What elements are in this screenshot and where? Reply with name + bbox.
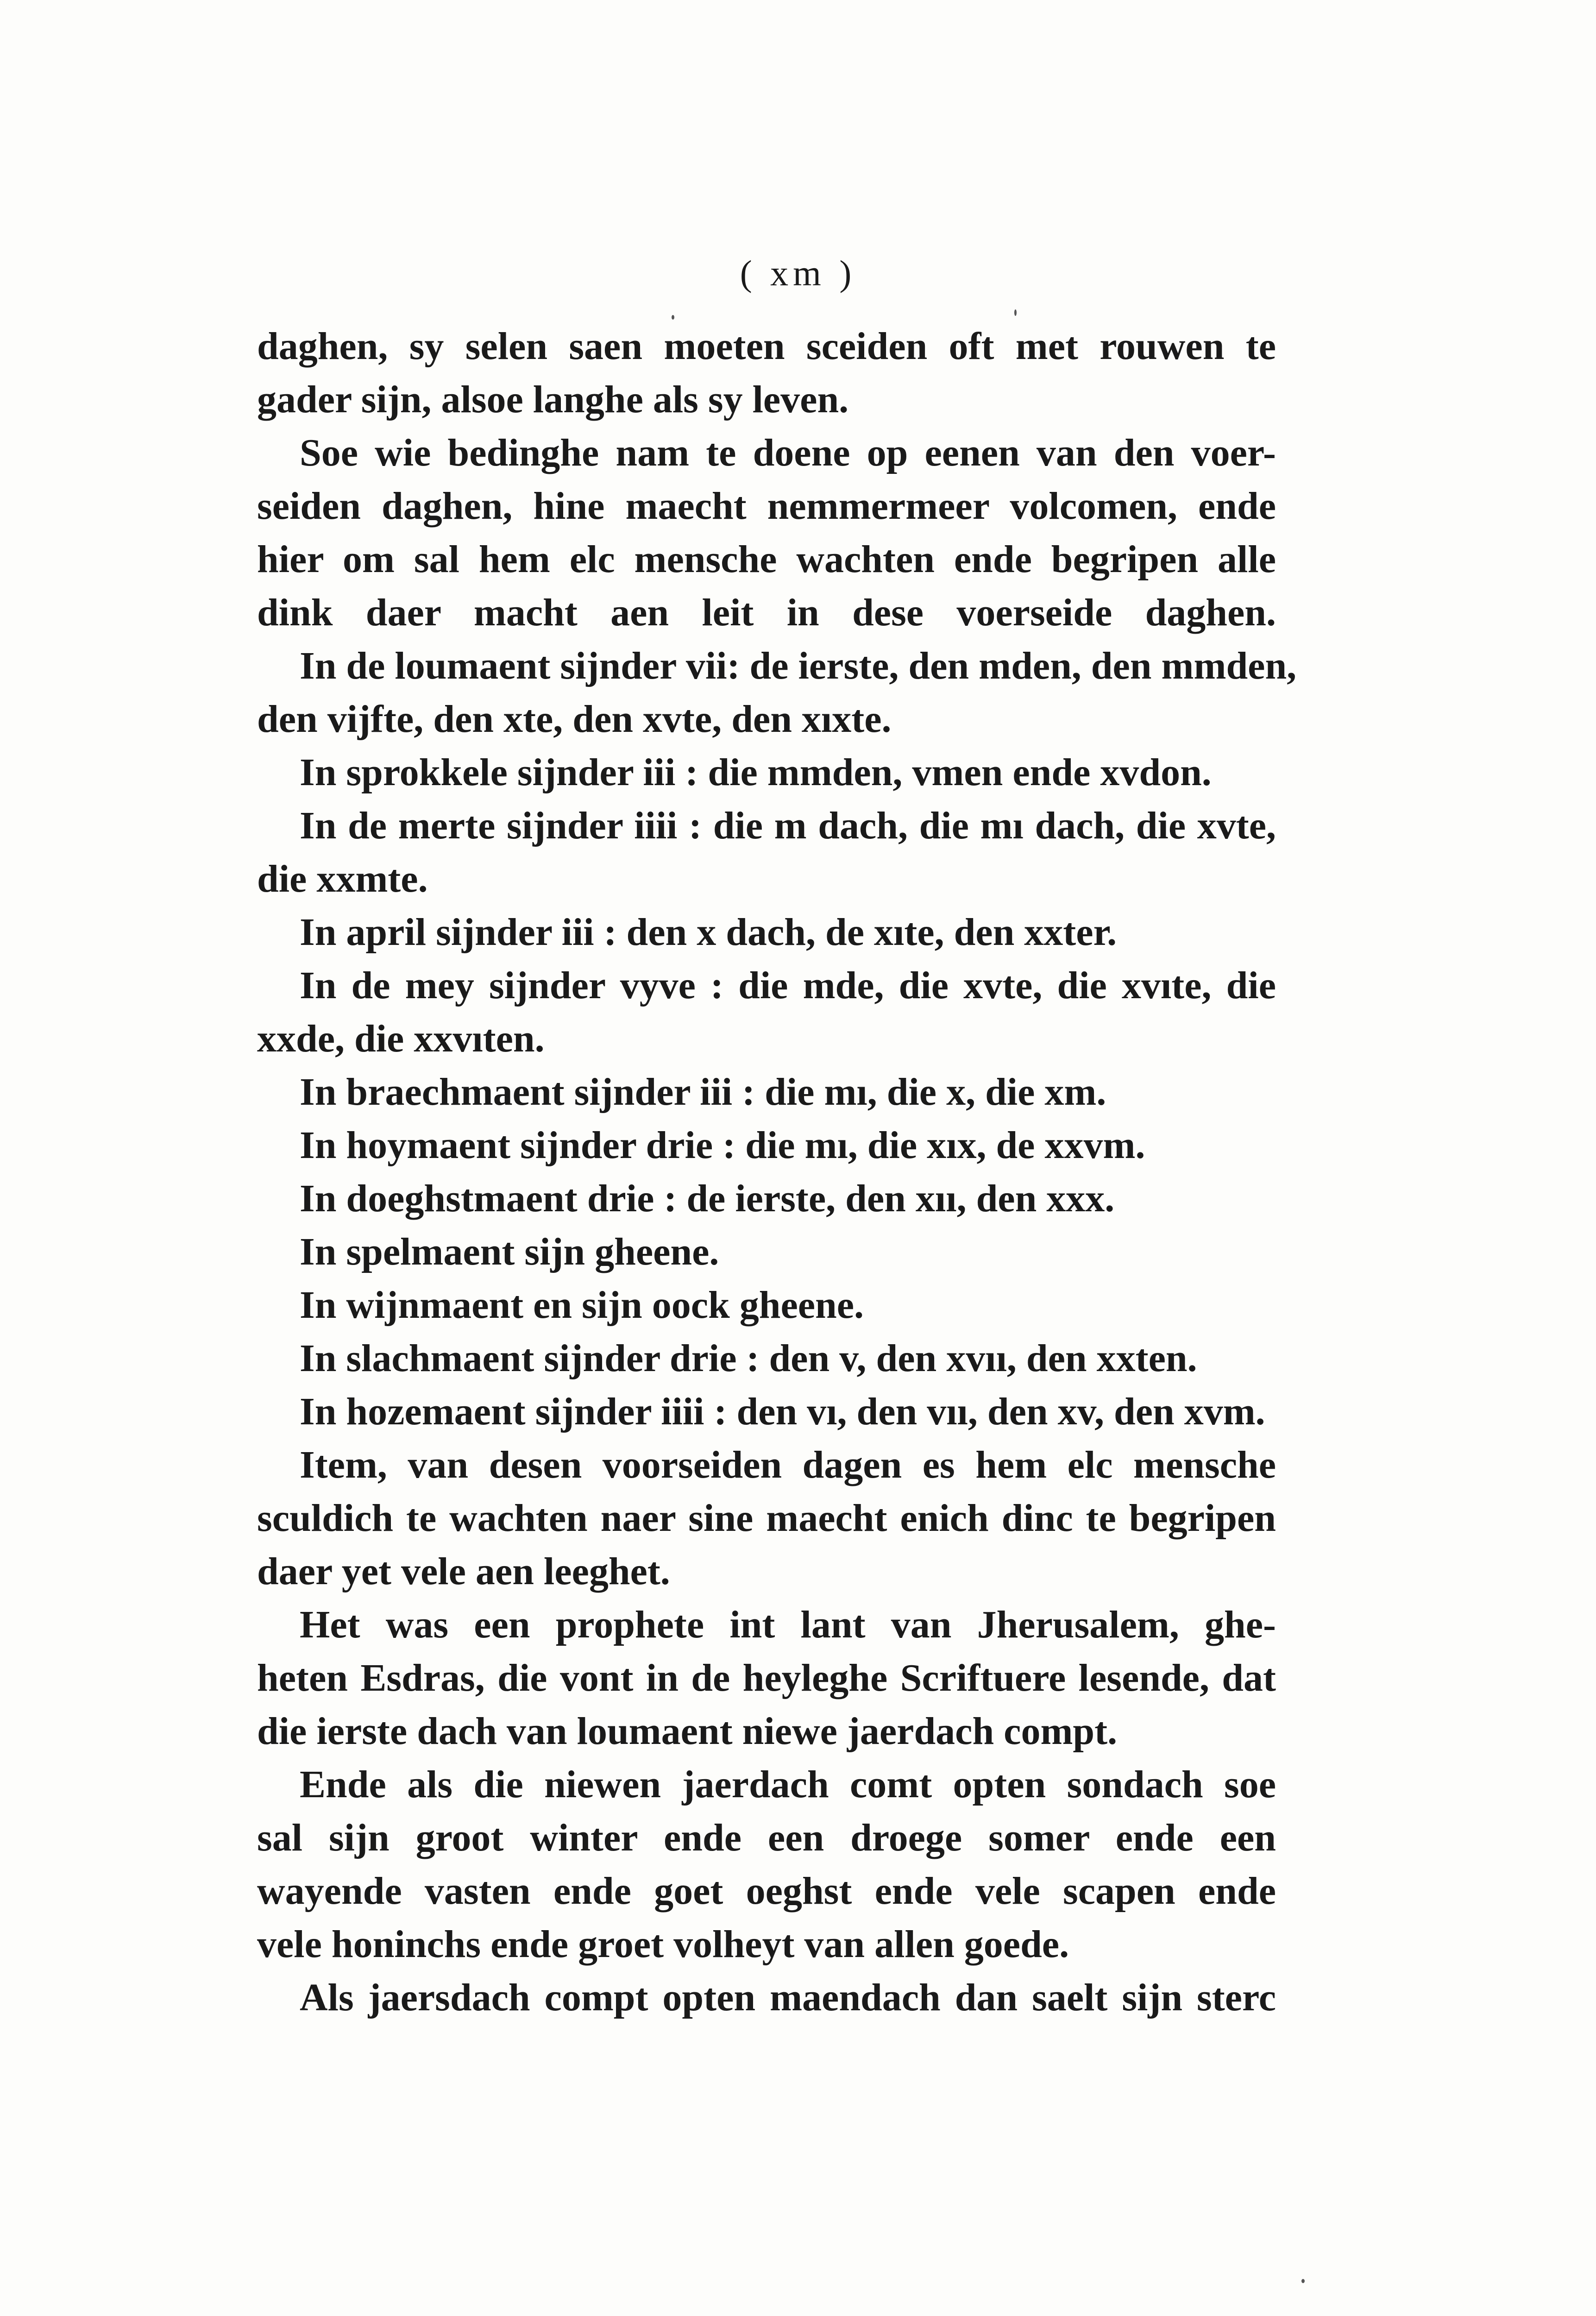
print-speck (1014, 309, 1017, 316)
text-line: die xxmte. (257, 857, 428, 900)
text-line: In doeghstmaent drie : de ierste, den xıı, den xxx. (300, 1177, 1115, 1220)
text-line: daer yet vele aen leeghet. (257, 1550, 670, 1593)
text-line: xxde, die xxvıten. (257, 1017, 545, 1060)
text-line: sculdich te wachten naer sine maecht enich dinc te begripen (257, 1497, 1276, 1540)
text-line: In de merte sijnder iiii : die m dach, die mı dach, die xvte, (300, 804, 1276, 847)
text-line: Soe wie bedinghe nam te doene op eenen van den voer- (300, 431, 1276, 474)
text-line: Het was een prophete int lant van Jherusalem, ghe- (300, 1603, 1276, 1646)
text-line: In hozemaent sijnder iiii : den vı, den vıı, den xv, den xvm. (300, 1390, 1265, 1433)
text-line: daghen, sy selen saen moeten sceiden oft met rouwen te (257, 325, 1276, 368)
text-line: wayende vasten ende goet oeghst ende vele scapen ende (257, 1869, 1276, 1913)
print-speck (1301, 2279, 1305, 2283)
text-line: dink daer macht aen leit in dese voerseide daghen. (257, 591, 1276, 634)
text-line: den vijfte, den xte, den xvte, den xıxte. (257, 698, 892, 741)
text-line: In sprokkele sijnder iii : die mmden, vmen ende xvdon. (300, 751, 1212, 794)
body-text (257, 320, 1297, 2024)
print-speck (672, 315, 674, 320)
text-line: sal sijn groot winter ende een droege somer ende een (257, 1816, 1276, 1859)
text-line: vele honinchs ende groet volheyt van allen goede. (257, 1923, 1069, 1966)
text-line: Ende als die niewen jaerdach comt opten sondach soe (300, 1763, 1276, 1806)
text-line: hier om sal hem elc mensche wachten ende begripen alle (257, 538, 1276, 581)
text-line: gader sijn, alsoe langhe als sy leven. (257, 378, 849, 421)
text-line: In de mey sijnder vyve : die mde, die xvte, die xvıte, die (300, 964, 1276, 1007)
text-line: seiden daghen, hine maecht nemmermeer volcomen, ende (257, 485, 1276, 528)
text-line: heten Esdras, die vont in de heyleghe Scriftuere lesende, dat (257, 1656, 1276, 1699)
text-line: In wijnmaent en sijn oock gheene. (300, 1284, 864, 1327)
text-line: Item, van desen voorseiden dagen es hem elc mensche (300, 1443, 1276, 1486)
text-line: In slachmaent sijnder drie : den v, den xvıı, den xxten. (300, 1337, 1197, 1380)
text-line: In braechmaent sijnder iii : die mı, die x, die xm. (300, 1070, 1106, 1114)
text-line: Als jaersdach compt opten maendach dan saelt sijn sterc (300, 1976, 1276, 2019)
text-line: In april sijnder iii : den x dach, de xıte, den xxter. (300, 911, 1117, 954)
text-line: die ierste dach van loumaent niewe jaerdach compt. (257, 1710, 1118, 1753)
page-number: ( xm ) (740, 253, 856, 293)
text-line: In de loumaent sijnder vii: de ierste, den mden, den mmden, (300, 644, 1297, 687)
text-line: In spelmaent sijn gheene. (300, 1230, 719, 1273)
text-line: In hoymaent sijnder drie : die mı, die xıx, de xxvm. (300, 1124, 1145, 1167)
